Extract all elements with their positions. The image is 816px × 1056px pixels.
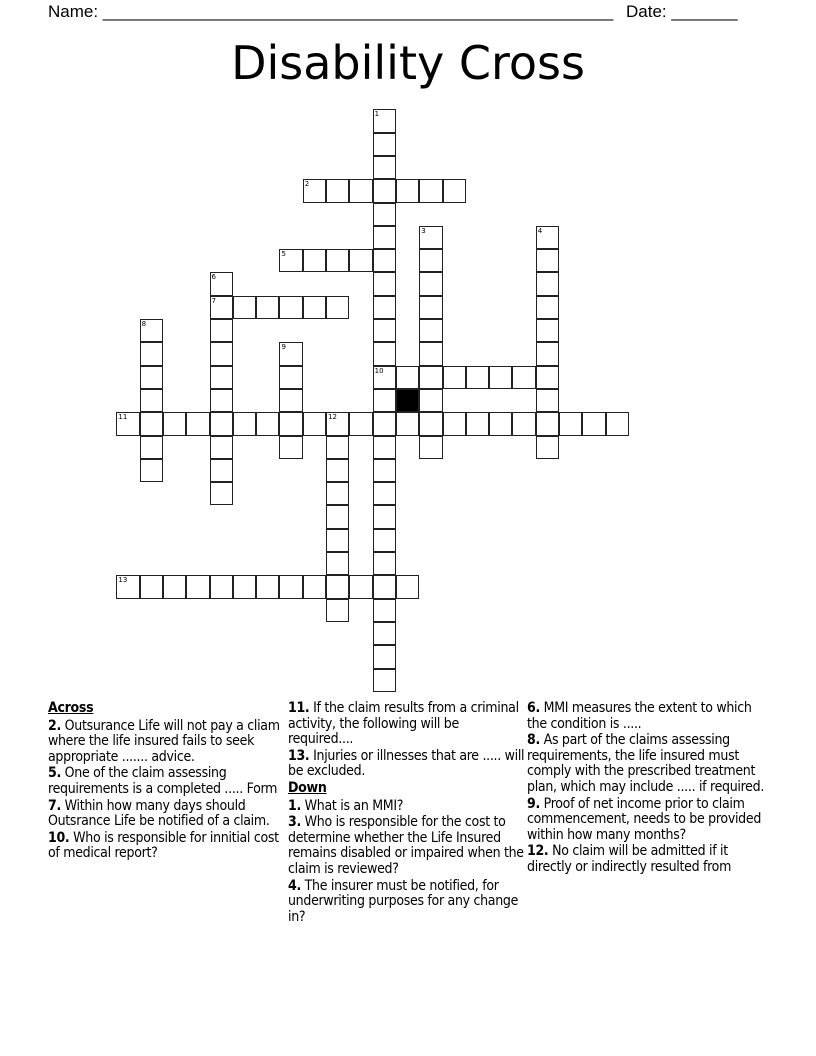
grid-cell[interactable]: [210, 412, 233, 435]
clue-down-3: 3. Who is responsible for the cost to determine whether the Life Insured remains disabled or impaired when the claim is reviewed?: [288, 814, 524, 877]
grid-cell[interactable]: [512, 412, 535, 435]
clue-down-1: 1. What is an MMI?: [288, 797, 404, 814]
clue-number-label: 12: [328, 413, 337, 422]
clue-column-3: [527, 701, 765, 877]
grid-cell[interactable]: [303, 575, 326, 598]
grid-cell[interactable]: [279, 296, 302, 319]
grid-cell[interactable]: [419, 436, 442, 459]
grid-cell[interactable]: [326, 482, 349, 505]
grid-cell[interactable]: [466, 412, 489, 435]
grid-cell[interactable]: [210, 389, 233, 412]
grid-cell[interactable]: [373, 226, 396, 249]
grid-cell[interactable]: [210, 272, 233, 295]
clue-down-9: 9. Proof of net income prior to claim commencement, needs to be provided within how many months?: [527, 795, 762, 843]
grid-cell[interactable]: [396, 575, 419, 598]
grid-cell[interactable]: [419, 412, 442, 435]
grid-cell[interactable]: [373, 342, 396, 365]
grid-cell[interactable]: [116, 412, 139, 435]
clue-across-7: 7. Within how many days should Outsrance Life be notified of a claim.: [48, 797, 270, 830]
grid-cell[interactable]: [396, 412, 419, 435]
grid-cell[interactable]: [326, 436, 349, 459]
grid-cell[interactable]: [373, 109, 396, 132]
down-heading: Down: [288, 779, 327, 796]
grid-cell[interactable]: [349, 179, 372, 202]
grid-cell[interactable]: [373, 389, 396, 412]
grid-cell[interactable]: [396, 179, 419, 202]
clue-number-label: 7: [211, 296, 217, 305]
grid-cell[interactable]: [582, 412, 605, 435]
grid-cell[interactable]: [210, 459, 233, 482]
grid-cell[interactable]: [326, 575, 349, 598]
grid-cell[interactable]: [279, 249, 302, 272]
grid-cell[interactable]: [419, 319, 442, 342]
grid-cell[interactable]: [373, 459, 396, 482]
grid-cell[interactable]: [349, 575, 372, 598]
clue-number-label: 2: [304, 180, 310, 189]
clue-across-5: 5. One of the claim assessing requirements is a completed ..... Form: [48, 765, 278, 797]
grid-cell[interactable]: [210, 575, 233, 598]
grid-cell[interactable]: [326, 599, 349, 622]
clue-column-2: [288, 701, 526, 926]
grid-cell[interactable]: [373, 622, 396, 645]
grid-cell[interactable]: [373, 179, 396, 202]
grid-cell[interactable]: [233, 296, 256, 319]
grid-cell[interactable]: [373, 552, 396, 575]
grid-cell[interactable]: [256, 296, 279, 319]
grid-cell[interactable]: [373, 249, 396, 272]
grid-cell[interactable]: [279, 366, 302, 389]
grid-cell[interactable]: [512, 366, 535, 389]
grid-cell[interactable]: [559, 412, 582, 435]
clue-across-2: 2. Outsurance Life will not pay a cliam where the life insured fails to seek appropriate ....... advice.: [48, 717, 280, 765]
grid-cell[interactable]: [349, 249, 372, 272]
grid-cell[interactable]: [373, 366, 396, 389]
grid-cell[interactable]: [443, 366, 466, 389]
grid-cell[interactable]: [303, 412, 326, 435]
grid-cell[interactable]: [536, 319, 559, 342]
grid-cell[interactable]: [373, 296, 396, 319]
clue-across-13: 13. Injuries or illnesses that are ..... will be excluded.: [288, 747, 525, 780]
clue-number-label: 3: [421, 226, 426, 235]
grid-cell[interactable]: [326, 529, 349, 552]
grid-cell[interactable]: [210, 296, 233, 319]
grid-cell[interactable]: [489, 412, 512, 435]
grid-cell[interactable]: [536, 412, 559, 435]
grid-cell[interactable]: [419, 342, 442, 365]
grid-cell[interactable]: [326, 505, 349, 528]
grid-cell[interactable]: [373, 203, 396, 226]
grid-cell[interactable]: [373, 156, 396, 179]
grid-cell[interactable]: [140, 319, 163, 342]
clue-column-1: [48, 701, 286, 863]
grid-cell[interactable]: [186, 575, 209, 598]
clue-number-label: 4: [537, 226, 543, 235]
grid-cell[interactable]: [373, 505, 396, 528]
grid-cell[interactable]: [279, 389, 302, 412]
grid-cell[interactable]: [536, 296, 559, 319]
grid-cell[interactable]: [536, 389, 559, 412]
grid-cell[interactable]: [536, 342, 559, 365]
grid-cell[interactable]: [373, 575, 396, 598]
clue-number-label: 1: [374, 110, 380, 119]
grid-cell[interactable]: [419, 179, 442, 202]
black-cell: [396, 389, 419, 412]
grid-cell[interactable]: [373, 645, 396, 668]
grid-cell[interactable]: [326, 179, 349, 202]
grid-cell[interactable]: [140, 459, 163, 482]
clue-across-10: 10. Who is responsible for innitial cost of medical report?: [48, 829, 279, 862]
clue-number-label: 11: [118, 413, 128, 422]
clue-across-11: 11. If the claim results from a criminal activity, the following will be required....: [288, 700, 519, 748]
grid-cell[interactable]: [233, 575, 256, 598]
grid-cell[interactable]: [419, 389, 442, 412]
name-field[interactable]: Name: ______________________________________________________: [48, 2, 614, 21]
grid-cell[interactable]: [210, 342, 233, 365]
grid-cell[interactable]: [326, 412, 349, 435]
clue-down-8: 8. As part of the claims assessing requirements, the life insured must comply with the prescribed treatment plan, which may include ..... if required.: [527, 732, 765, 795]
grid-cell[interactable]: [466, 366, 489, 389]
clue-number-label: 6: [211, 273, 217, 282]
grid-cell[interactable]: [210, 436, 233, 459]
grid-cell[interactable]: [140, 366, 163, 389]
grid-cell[interactable]: [140, 436, 163, 459]
grid-cell[interactable]: [140, 389, 163, 412]
grid-cell[interactable]: [116, 575, 139, 598]
grid-cell[interactable]: [419, 226, 442, 249]
grid-cell[interactable]: [303, 249, 326, 272]
grid-cell[interactable]: [489, 366, 512, 389]
grid-cell[interactable]: [326, 459, 349, 482]
clue-number-label: 8: [141, 320, 147, 329]
grid-cell[interactable]: [210, 482, 233, 505]
grid-cell[interactable]: [256, 575, 279, 598]
clue-down-12: 12. No claim will be admitted if it directly or indirectly resulted from: [527, 843, 732, 875]
grid-cell[interactable]: [210, 319, 233, 342]
grid-cell[interactable]: [279, 412, 302, 435]
grid-cell[interactable]: [279, 436, 302, 459]
grid-cell[interactable]: [140, 575, 163, 598]
grid-cell[interactable]: [373, 529, 396, 552]
grid-cell[interactable]: [326, 552, 349, 575]
grid-cell[interactable]: [373, 482, 396, 505]
grid-cell[interactable]: [140, 342, 163, 365]
grid-cell[interactable]: [373, 412, 396, 435]
grid-cell[interactable]: [279, 575, 302, 598]
grid-cell[interactable]: [140, 412, 163, 435]
clue-number-label: 13: [118, 576, 128, 585]
grid-cell[interactable]: [419, 296, 442, 319]
grid-cell[interactable]: [373, 599, 396, 622]
clue-number-label: 9: [281, 343, 286, 352]
grid-cell[interactable]: [233, 412, 256, 435]
clue-down-6: 6. MMI measures the extent to which the condition is .....: [527, 700, 752, 732]
grid-cell[interactable]: [303, 296, 326, 319]
date-field[interactable]: Date: _______: [626, 2, 738, 21]
grid-cell[interactable]: [349, 412, 372, 435]
grid-cell[interactable]: [210, 366, 233, 389]
grid-cell[interactable]: [536, 272, 559, 295]
grid-cell[interactable]: [373, 133, 396, 156]
grid-cell[interactable]: [326, 249, 349, 272]
grid-cell[interactable]: [256, 412, 279, 435]
grid-cell[interactable]: [373, 669, 396, 692]
grid-cell[interactable]: [303, 179, 326, 202]
grid-cell[interactable]: [373, 436, 396, 459]
grid-cell[interactable]: [443, 412, 466, 435]
clue-number-label: 5: [281, 250, 286, 259]
grid-cell[interactable]: [606, 412, 629, 435]
grid-cell[interactable]: [373, 319, 396, 342]
grid-cell[interactable]: [163, 412, 186, 435]
grid-cell[interactable]: [536, 226, 559, 249]
grid-cell[interactable]: [373, 272, 396, 295]
grid-cell[interactable]: [396, 366, 419, 389]
grid-cell[interactable]: [186, 412, 209, 435]
clue-down-4: 4. The insurer must be notified, for underwriting purposes for any change in?: [288, 877, 519, 925]
grid-cell[interactable]: [279, 342, 302, 365]
grid-cell[interactable]: [419, 249, 442, 272]
grid-cell[interactable]: [443, 179, 466, 202]
grid-cell[interactable]: [536, 249, 559, 272]
grid-cell[interactable]: [419, 272, 442, 295]
grid-cell[interactable]: [536, 366, 559, 389]
across-heading: Across: [48, 700, 94, 716]
grid-cell[interactable]: [536, 436, 559, 459]
grid-cell[interactable]: [326, 296, 349, 319]
grid-cell[interactable]: [163, 575, 186, 598]
clue-number-label: 10: [374, 366, 384, 375]
page-title: Disability Cross: [231, 36, 585, 90]
grid-cell[interactable]: [419, 366, 442, 389]
